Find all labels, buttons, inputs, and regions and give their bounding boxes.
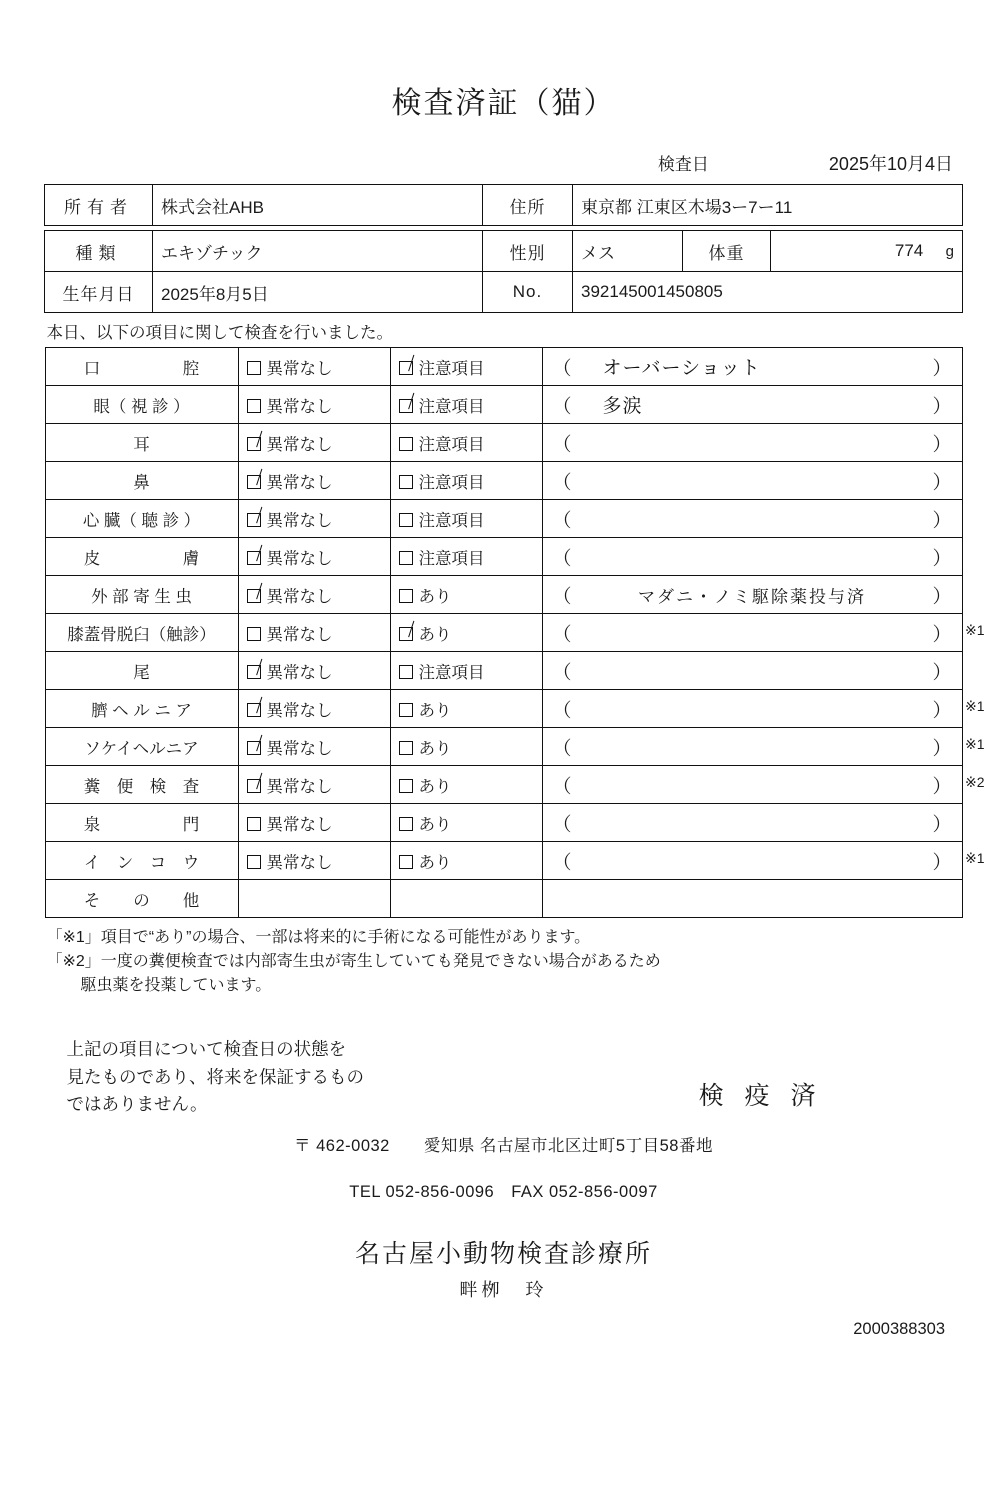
animal-info-table: [44, 230, 963, 313]
table-row: [45, 690, 962, 728]
checkbox-icon[interactable]: [247, 437, 261, 451]
owner-value: 株式会社AHB: [153, 185, 483, 226]
footnote-marker: ※1: [965, 697, 985, 714]
table-row: [45, 386, 962, 424]
printed-note: マダニ・ノミ駆除薬投与済: [638, 587, 866, 606]
footnote-marker: ※1: [965, 735, 985, 752]
inspection-item-label: ソケイヘルニア: [45, 728, 238, 766]
inspection-note-field[interactable]: [542, 424, 962, 462]
checkbox-caution-label: あり: [418, 777, 452, 796]
checkbox-caution[interactable]: [390, 652, 542, 690]
checkbox-normal-label: 異常なし: [266, 549, 333, 568]
checkbox-icon[interactable]: [399, 703, 413, 717]
checkbox-caution[interactable]: [390, 842, 542, 880]
checkbox-icon[interactable]: [399, 551, 413, 565]
checkbox-normal-label: 異常なし: [266, 587, 333, 606]
checkbox-normal[interactable]: [238, 690, 390, 728]
paren-right-icon: ）: [932, 662, 952, 683]
checkbox-icon[interactable]: [247, 627, 261, 641]
inspection-item-label: 泉 門: [45, 804, 238, 842]
checkbox-icon[interactable]: [399, 437, 413, 451]
checkbox-icon[interactable]: [247, 703, 261, 717]
inspection-item-label: 心 臓（ 聴 診 ）: [45, 500, 238, 538]
checkbox-normal[interactable]: [238, 804, 390, 842]
checkbox-caution[interactable]: [390, 804, 542, 842]
birth-value: 2025年8月5日: [153, 272, 483, 313]
table-row: [45, 766, 962, 804]
checkbox-caution-label: あり: [418, 853, 452, 872]
inspection-item-label: そ の 他: [45, 880, 238, 918]
checkbox-icon[interactable]: [247, 551, 261, 565]
checkbox-icon[interactable]: [247, 399, 261, 413]
paren-right-icon: ）: [932, 624, 952, 645]
checkbox-icon[interactable]: [399, 475, 413, 489]
footnote-marker: ※1: [965, 849, 985, 866]
inspection-item-label: 外 部 寄 生 虫: [45, 576, 238, 614]
checkbox-icon[interactable]: [247, 475, 261, 489]
inspection-item-label: 鼻: [45, 462, 238, 500]
address-value: 東京都 江東区木場3ー7ー11: [573, 185, 963, 226]
checkbox-icon[interactable]: [399, 855, 413, 869]
checkbox-icon[interactable]: [247, 855, 261, 869]
paren-right-icon: ）: [932, 776, 952, 797]
inspection-note-field[interactable]: [542, 386, 962, 424]
statement-block: [45, 1036, 963, 1128]
certificate-page: [0, 78, 1007, 1506]
breed-label: 種類: [45, 231, 153, 272]
checkbox-icon[interactable]: [247, 741, 261, 755]
inspection-item-label: 糞 便 検 査: [45, 766, 238, 804]
sex-value: メス: [573, 231, 683, 272]
inspection-item-label: 眼（ 視 診 ）: [45, 386, 238, 424]
statement-line-3: ではありません。: [66, 1094, 208, 1115]
paren-right-icon: ）: [932, 700, 952, 721]
paren-right-icon: ）: [932, 548, 952, 569]
checkbox-icon[interactable]: [399, 779, 413, 793]
paren-right-icon: ）: [932, 738, 952, 759]
checkbox-normal[interactable]: [238, 386, 390, 424]
checkbox-normal-label: 異常なし: [266, 663, 333, 682]
checkbox-normal[interactable]: [238, 576, 390, 614]
checkbox-caution-label: 注意項目: [418, 397, 485, 416]
paren-left-icon: （: [552, 358, 572, 379]
checkbox-caution[interactable]: [390, 386, 542, 424]
checkbox-normal-label: 異常なし: [266, 739, 333, 758]
intro-text: 本日、以下の項目に関して検査を行いました。: [46, 324, 393, 342]
checkbox-normal[interactable]: [238, 728, 390, 766]
checkbox-normal[interactable]: [238, 880, 390, 918]
checkbox-icon[interactable]: [399, 665, 413, 679]
table-row: [45, 842, 962, 880]
checkbox-icon[interactable]: [247, 779, 261, 793]
paren-left-icon: （: [552, 472, 572, 493]
weight-value-cell: [771, 231, 963, 272]
checkbox-normal-label: 異常なし: [266, 853, 333, 872]
inspection-note-field[interactable]: [542, 804, 962, 842]
inspection-note-field[interactable]: [542, 538, 962, 576]
checkbox-caution[interactable]: [390, 538, 542, 576]
clinic-name: 名古屋小動物検査診療所: [354, 1240, 652, 1268]
checkbox-caution-label: 注意項目: [418, 663, 485, 682]
veterinarian-name: 畔栁 玲: [459, 1280, 548, 1300]
checkbox-normal-label: 異常なし: [266, 815, 333, 834]
footnote-marker: ※1: [965, 621, 985, 638]
checkbox-normal-label: 異常なし: [266, 701, 333, 720]
footnote-2: 「※2」一度の糞便検査では内部寄生虫が寄生していても発見できない場合があるため: [46, 953, 661, 970]
paren-right-icon: ）: [932, 586, 952, 607]
checkbox-normal[interactable]: [238, 500, 390, 538]
table-row: [45, 500, 962, 538]
table-row: [45, 424, 962, 462]
paren-left-icon: （: [552, 396, 572, 417]
checkbox-icon[interactable]: [247, 589, 261, 603]
statement-line-1: 上記の項目について検査日の状態を: [66, 1039, 347, 1059]
paren-left-icon: （: [552, 738, 572, 759]
footnote-marker: ※2: [965, 773, 985, 790]
checkbox-caution-label: 注意項目: [418, 549, 485, 568]
paren-left-icon: （: [552, 586, 572, 607]
inspection-note-field[interactable]: [542, 462, 962, 500]
statement-line-2: 見たものであり、将来を保証するもの: [66, 1066, 364, 1087]
paren-left-icon: （: [552, 548, 572, 569]
handwritten-note: 多涙: [602, 394, 643, 417]
address-label: 住所: [483, 185, 573, 226]
inspection-note-field[interactable]: [542, 690, 962, 728]
inspection-table: [45, 347, 963, 918]
table-row: [45, 614, 962, 652]
paren-right-icon: ）: [932, 814, 952, 835]
inspection-note-field[interactable]: [542, 576, 962, 614]
checkbox-normal[interactable]: [238, 652, 390, 690]
checkbox-normal[interactable]: [238, 348, 390, 386]
paren-left-icon: （: [552, 662, 572, 683]
inspection-item-label: 耳: [45, 424, 238, 462]
checkbox-normal-label: 異常なし: [266, 511, 333, 530]
weight-value: 774: [894, 241, 924, 260]
checkbox-caution[interactable]: [390, 728, 542, 766]
checkbox-normal-label: 異常なし: [266, 397, 333, 416]
table-row-owner: [45, 185, 963, 226]
checkbox-normal-label: 異常なし: [266, 359, 333, 378]
footnote-3: 駆虫薬を投薬しています。: [80, 977, 272, 994]
checkbox-caution[interactable]: [390, 576, 542, 614]
clinic-address: 〒 462-0032 愛知県 名古屋市北区辻町5丁目58番地: [294, 1137, 713, 1155]
checkbox-caution-label: 注意項目: [418, 473, 485, 492]
checkbox-caution-label: あり: [418, 739, 452, 758]
paren-left-icon: （: [552, 776, 572, 797]
table-row: [45, 538, 962, 576]
table-row: [45, 462, 962, 500]
checkbox-caution-label: あり: [418, 625, 452, 644]
checkbox-normal[interactable]: [238, 766, 390, 804]
paren-right-icon: ）: [932, 434, 952, 455]
inspection-note-field[interactable]: [542, 652, 962, 690]
checkbox-normal[interactable]: [238, 462, 390, 500]
inspection-note-field[interactable]: [542, 766, 962, 804]
inspection-item-label: イ ン コ ウ: [45, 842, 238, 880]
checkbox-icon[interactable]: [247, 817, 261, 831]
handwritten-note: オーバーショット: [602, 356, 761, 379]
checkbox-normal-label: 異常なし: [266, 435, 333, 454]
checkbox-normal[interactable]: [238, 538, 390, 576]
checkbox-icon[interactable]: [247, 665, 261, 679]
checkbox-caution[interactable]: [390, 880, 542, 918]
paren-left-icon: （: [552, 434, 572, 455]
paren-left-icon: （: [552, 510, 572, 531]
paren-right-icon: ）: [932, 510, 952, 531]
checkbox-normal[interactable]: [238, 424, 390, 462]
footnotes: [43, 926, 965, 998]
checkbox-icon[interactable]: [399, 399, 413, 413]
weight-label: 体重: [683, 231, 771, 272]
table-row: [45, 880, 962, 918]
inspection-item-label: 臍 ヘ ル ニ ア: [45, 690, 238, 728]
inspection-item-label: 口 腔: [45, 348, 238, 386]
breed-value: エキゾチック: [153, 231, 483, 272]
checkbox-caution[interactable]: [390, 424, 542, 462]
inspection-note-field[interactable]: [542, 500, 962, 538]
inspection-note-field[interactable]: [542, 348, 962, 386]
table-row: [45, 576, 962, 614]
inspection-note-field[interactable]: [542, 728, 962, 766]
checkbox-normal[interactable]: [238, 614, 390, 652]
checkbox-caution[interactable]: [390, 614, 542, 652]
table-row: [45, 652, 962, 690]
checkbox-caution-label: あり: [418, 587, 452, 606]
checkbox-icon[interactable]: [247, 513, 261, 527]
checkbox-caution-label: 注意項目: [418, 359, 485, 378]
checkbox-icon[interactable]: [399, 513, 413, 527]
paren-right-icon: ）: [932, 358, 952, 379]
checkbox-caution-label: あり: [418, 815, 452, 834]
checkbox-caution-label: あり: [418, 701, 452, 720]
checkbox-normal-label: 異常なし: [266, 625, 333, 644]
serial-number: 2000388303: [853, 1320, 945, 1338]
checkbox-icon[interactable]: [247, 361, 261, 375]
inspection-note-field[interactable]: [542, 614, 962, 652]
table-row: [45, 804, 962, 842]
checkbox-icon[interactable]: [399, 589, 413, 603]
paren-right-icon: ）: [932, 852, 952, 873]
owner-label: 所有者: [45, 185, 153, 226]
table-row-birth: [45, 272, 963, 313]
checkbox-caution-label: 注意項目: [418, 435, 485, 454]
paren-left-icon: （: [552, 814, 572, 835]
birth-label: 生年月日: [45, 272, 153, 313]
checkbox-caution[interactable]: [390, 500, 542, 538]
exam-date-row: [40, 150, 967, 176]
clinic-tel-fax: TEL 052-856-0096 FAX 052-856-0097: [349, 1183, 658, 1201]
inspection-item-label: 尾: [45, 652, 238, 690]
checkbox-normal[interactable]: [238, 842, 390, 880]
exam-date-label: 検査日: [657, 155, 709, 174]
owner-info-table: [44, 184, 963, 226]
table-row: [45, 728, 962, 766]
checkbox-caution[interactable]: [390, 766, 542, 804]
paren-left-icon: （: [552, 852, 572, 873]
checkbox-caution-label: 注意項目: [418, 511, 485, 530]
quarantine-stamp: 検 疫 済: [698, 1082, 823, 1110]
checkbox-icon[interactable]: [399, 741, 413, 755]
table-row-breed: [45, 231, 963, 272]
exam-date-value: 2025年10月4日: [828, 154, 953, 174]
inspection-item-label: 皮 膚: [45, 538, 238, 576]
inspection-note-field[interactable]: [542, 880, 962, 918]
checkbox-caution[interactable]: [390, 690, 542, 728]
checkbox-icon[interactable]: [399, 627, 413, 641]
weight-unit: g: [945, 243, 954, 260]
footnote-1: 「※1」項目で“あり”の場合、一部は将来的に手術になる可能性があります。: [46, 929, 591, 946]
no-value: 392145001450805: [573, 272, 963, 313]
checkbox-caution[interactable]: [390, 348, 542, 386]
paren-left-icon: （: [552, 624, 572, 645]
page-title: 検査済証（猫）: [391, 87, 616, 120]
paren-right-icon: ）: [932, 472, 952, 493]
paren-left-icon: （: [552, 700, 572, 721]
inspection-note-field[interactable]: [542, 842, 962, 880]
checkbox-normal-label: 異常なし: [266, 473, 333, 492]
checkbox-normal-label: 異常なし: [266, 777, 333, 796]
inspection-item-label: 膝蓋骨脱臼（触診）: [45, 614, 238, 652]
checkbox-icon[interactable]: [399, 361, 413, 375]
checkbox-icon[interactable]: [399, 817, 413, 831]
sex-label: 性別: [483, 231, 573, 272]
no-label: No.: [483, 272, 573, 313]
statement-text: [45, 1036, 963, 1119]
table-row: [45, 348, 962, 386]
paren-right-icon: ）: [932, 396, 952, 417]
checkbox-caution[interactable]: [390, 462, 542, 500]
